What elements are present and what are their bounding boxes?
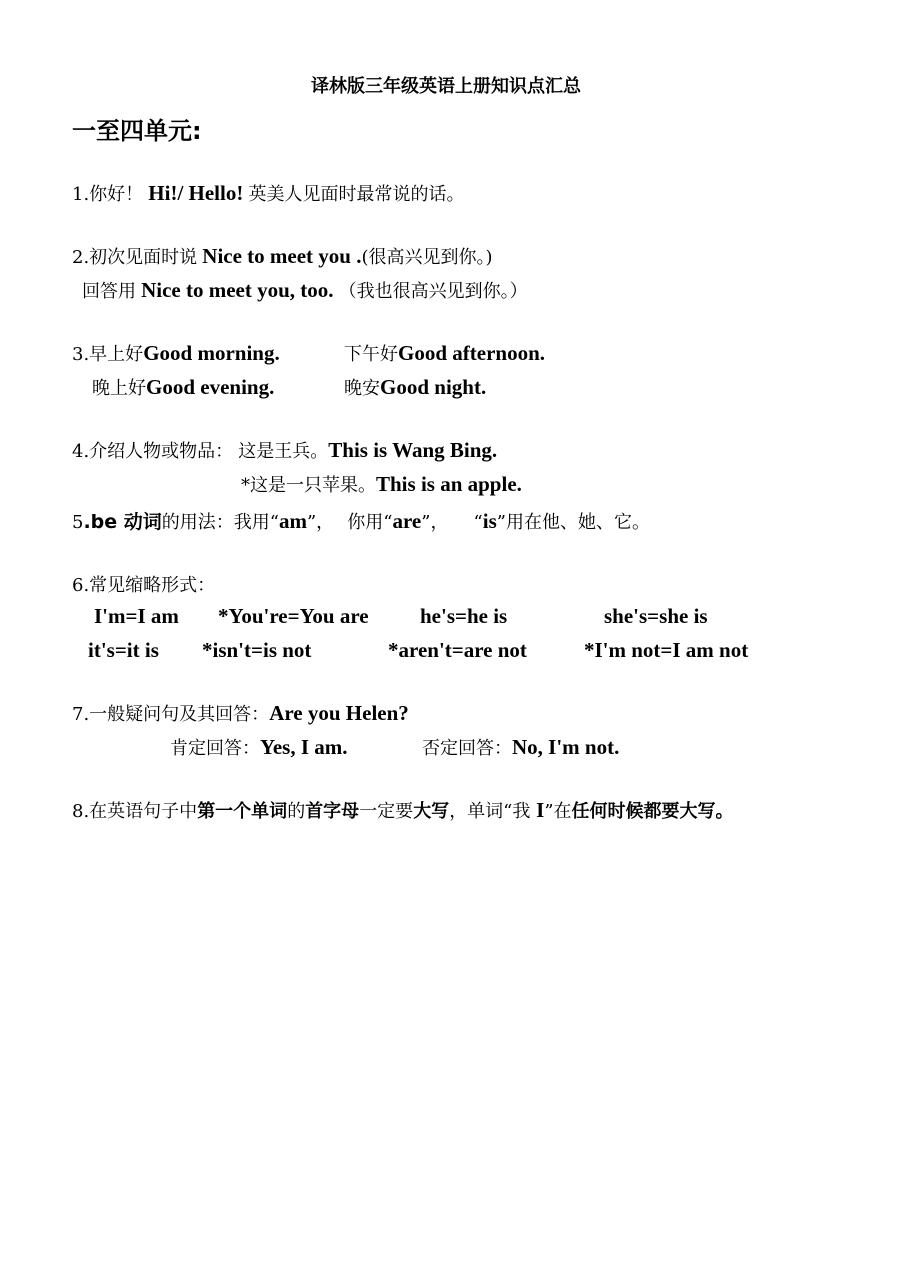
good-night: Good night. xyxy=(380,375,487,399)
good-afternoon: Good afternoon. xyxy=(398,341,545,365)
item-4-english-1: This is Wang Bing. xyxy=(328,438,498,462)
item-8-part-9: ”在 xyxy=(544,801,572,822)
item-5-you: 你用“ xyxy=(347,512,393,533)
item-5-sep-1: ”， xyxy=(306,512,335,533)
item-4 xyxy=(72,437,497,463)
word-are: are xyxy=(392,509,422,533)
contraction-isnt: *isn't=is not xyxy=(202,638,312,662)
contraction-im: I'm=I am xyxy=(94,604,179,628)
item-5 xyxy=(72,507,650,534)
item-2-reply-chinese: （我也很高兴见到你。） xyxy=(338,281,528,302)
contraction-im-not: *I'm not=I am not xyxy=(584,638,749,662)
item-8-first-word: 第一个单词 xyxy=(197,801,288,822)
be-verb-label: .be 动词 xyxy=(83,511,162,533)
item-2-reply xyxy=(82,277,528,303)
item-1-english: Hi!/ Hello! xyxy=(148,181,244,205)
item-2-reply-english: Nice to meet you, too. xyxy=(141,278,334,302)
item-4-english-2: This is an apple. xyxy=(376,472,522,496)
item-8-part-1: 8.在英语句子中 xyxy=(72,801,198,822)
item-7-no-answer xyxy=(422,734,619,760)
no-answer: No, I'm not. xyxy=(512,735,620,759)
item-5-sep-2: ”， xyxy=(421,512,449,533)
item-4-prefix: 4.介绍人物或物品： xyxy=(72,441,234,462)
page-title: 译林版三年级英语上册知识点汇总 xyxy=(311,76,581,97)
item-3-afternoon xyxy=(344,340,545,366)
item-1-prefix: 1.你好！ xyxy=(72,184,144,205)
item-8-capitalize: 大写 xyxy=(413,801,450,822)
word-am: am xyxy=(278,509,307,533)
item-5-quote-open: “ xyxy=(473,512,483,533)
item-7-question: Are you Helen? xyxy=(269,701,409,725)
contraction-hes: he's=he is xyxy=(420,604,508,628)
item-7-prefix: 7.一般疑问句及其回答： xyxy=(72,704,270,725)
good-evening: Good evening. xyxy=(146,375,275,399)
item-8-letter-i: I xyxy=(536,798,545,822)
item-8-always-capitalize: 任何时候都要大写。 xyxy=(571,801,734,822)
contraction-youre: *You're=You are xyxy=(218,604,369,628)
yes-answer: Yes, I am. xyxy=(260,735,348,759)
item-1-note: 英美人见面时最常说的话。 xyxy=(248,184,465,205)
item-8-first-letter: 首字母 xyxy=(305,801,360,822)
contraction-its: it's=it is xyxy=(88,638,159,662)
item-4-second xyxy=(241,471,522,497)
item-2-chinese: (很高兴见到你。) xyxy=(361,247,493,268)
item-2 xyxy=(72,243,493,269)
item-2-reply-prefix: 回答用 xyxy=(82,281,136,302)
item-1 xyxy=(72,180,464,206)
item-8 xyxy=(72,797,734,823)
item-2-prefix: 2.初次见面时说 xyxy=(72,247,198,268)
word-is: is xyxy=(482,509,497,533)
item-8-part-5: 一定要 xyxy=(359,801,414,822)
contraction-arent: *aren't=are not xyxy=(388,638,527,662)
item-7 xyxy=(72,700,409,726)
item-5-number: 5 xyxy=(72,512,84,533)
item-3-night xyxy=(344,374,486,400)
item-7-yes-answer xyxy=(170,734,348,760)
item-6-heading: 6.常见缩略形式： xyxy=(72,575,216,596)
section-heading: 一至四单元: xyxy=(72,117,202,145)
item-4-chinese-2: *这是一只苹果。 xyxy=(241,475,376,496)
item-3-prefix: 3.早上好 xyxy=(72,344,144,365)
item-8-part-3: 的 xyxy=(287,801,306,822)
item-3-evening xyxy=(92,374,274,400)
item-3-morning xyxy=(72,340,280,366)
night-chinese: 晚安 xyxy=(344,378,380,399)
afternoon-chinese: 下午好 xyxy=(344,344,398,365)
evening-chinese: 晚上好 xyxy=(92,378,146,399)
yes-answer-label: 肯定回答： xyxy=(170,738,260,759)
item-5-rest: ”用在他、她、它。 xyxy=(496,512,650,533)
item-5-usage: 的用法：我用“ xyxy=(161,512,279,533)
contraction-shes: she's=she is xyxy=(604,604,708,628)
item-2-english: Nice to meet you . xyxy=(202,244,362,268)
good-morning: Good morning. xyxy=(143,341,280,365)
item-4-chinese-1: 这是王兵。 xyxy=(238,441,329,462)
no-answer-label: 否定回答： xyxy=(422,738,512,759)
item-8-part-7: ，单词“我 xyxy=(449,801,537,822)
